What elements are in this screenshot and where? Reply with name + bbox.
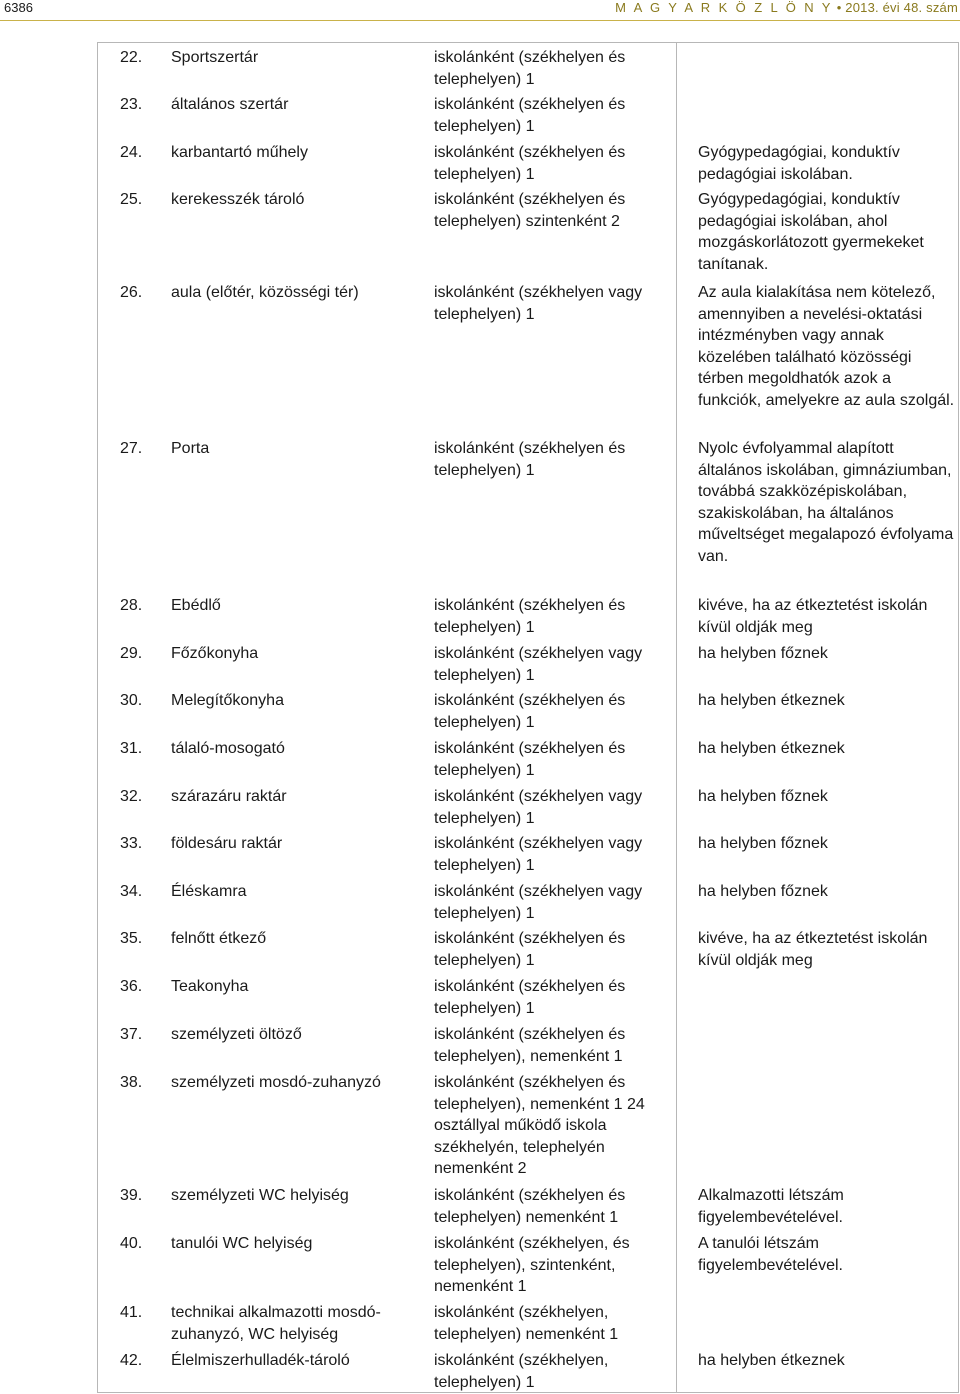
requirement: iskolánként (székhelyen és telephelyen) 1 [434, 144, 626, 183]
remark: kivéve, ha az étkeztetést iskolán kívül oldják meg [698, 930, 928, 969]
remark: ha helyben étkeznek [698, 740, 845, 757]
remark: ha helyben főznek [698, 645, 828, 662]
room-name: Élelmiszerhulladék-tároló [171, 1352, 350, 1369]
row-number: 35. [120, 930, 143, 947]
bullet-separator: • [836, 0, 846, 15]
row-number: 28. [120, 597, 143, 614]
requirement: iskolánként (székhelyen vagy telephelyen) 1 [434, 645, 643, 684]
row-number: 29. [120, 645, 143, 662]
requirement: iskolánként (székhelyen és telephelyen), nemenként 1 24 osztállyal működő iskola székhelyén, telephelyén nemenként 2 [434, 1074, 645, 1177]
row-number: 36. [120, 978, 143, 995]
requirement: iskolánként (székhelyen vagy telephelyen) 1 [434, 883, 643, 922]
room-name: Sportszertár [171, 49, 259, 66]
room-name: általános szertár [171, 96, 289, 113]
row-number: 38. [120, 1074, 143, 1091]
remark: ha helyben étkeznek [698, 692, 845, 709]
room-name: szárazáru raktár [171, 788, 287, 805]
requirement: iskolánként (székhelyen vagy telephelyen) 1 [434, 284, 643, 323]
page-header [0, 0, 960, 22]
remark: Nyolc évfolyammal alapított általános iskolában, gimnáziumban, továbbá szakközépiskolában, szakiskolában, ha általános műveltséget megalapozó évfolyama van. [698, 440, 954, 565]
row-number: 41. [120, 1304, 143, 1321]
column-divider [676, 42, 677, 1393]
room-name: Ebédlő [171, 597, 221, 614]
room-name: aula (előtér, közösségi tér) [171, 284, 359, 301]
remark: ha helyben főznek [698, 883, 828, 900]
remark: Az aula kialakítása nem kötelező, amennyiben a nevelési-oktatási intézményben vagy annak közelében található közösségi térben megoldhatók azok a funkciók, amelyekre az aula szolgál. [698, 284, 955, 409]
room-name: tanulói WC helyiség [171, 1235, 313, 1252]
requirement: iskolánként (székhelyen, telephelyen) 1 [434, 1352, 609, 1391]
room-name: felnőtt étkező [171, 930, 267, 947]
row-number: 25. [120, 191, 143, 208]
requirement: iskolánként (székhelyen vagy telephelyen) 1 [434, 788, 643, 827]
row-number: 31. [120, 740, 143, 757]
room-name: Teakonyha [171, 978, 249, 995]
remark: Gyógypedagógiai, konduktív pedagógiai iskolában. [698, 144, 900, 183]
requirement: iskolánként (székhelyen és telephelyen) 1 [434, 96, 626, 135]
header-rule [0, 20, 960, 21]
row-number: 37. [120, 1026, 143, 1043]
requirement: iskolánként (székhelyen és telephelyen) 1 [434, 440, 626, 479]
room-name: személyzeti öltöző [171, 1026, 302, 1043]
row-number: 42. [120, 1352, 143, 1369]
remark: Alkalmazotti létszám figyelembevételével. [698, 1187, 844, 1226]
requirement: iskolánként (székhelyen és telephelyen) 1 [434, 692, 626, 731]
requirement: iskolánként (székhelyen, telephelyen) nemenként 1 [434, 1304, 619, 1343]
remark: ha helyben főznek [698, 788, 828, 805]
room-name: személyzeti WC helyiség [171, 1187, 349, 1204]
row-number: 33. [120, 835, 143, 852]
room-name: Főzőkonyha [171, 645, 259, 662]
page-number: 6386 [4, 0, 33, 15]
room-name: karbantartó műhely [171, 144, 308, 161]
row-number: 30. [120, 692, 143, 709]
requirement: iskolánként (székhelyen vagy telephelyen) 1 [434, 835, 643, 874]
requirement: iskolánként (székhelyen és telephelyen), nemenként 1 [434, 1026, 626, 1065]
requirement: iskolánként (székhelyen és telephelyen) 1 [434, 740, 626, 779]
journal-reference [615, 0, 958, 15]
requirement: iskolánként (székhelyen, és telephelyen), szintenként, nemenként 1 [434, 1235, 630, 1295]
row-number: 24. [120, 144, 143, 161]
row-number: 39. [120, 1187, 143, 1204]
row-number: 26. [120, 284, 143, 301]
row-number: 27. [120, 440, 143, 457]
remark: kivéve, ha az étkeztetést iskolán kívül oldják meg [698, 597, 928, 636]
requirement: iskolánként (székhelyen és telephelyen) 1 [434, 930, 626, 969]
requirement: iskolánként (székhelyen és telephelyen) 1 [434, 978, 626, 1017]
remark: A tanulói létszám figyelembevételével. [698, 1235, 843, 1274]
requirement: iskolánként (székhelyen és telephelyen) 1 [434, 597, 626, 636]
room-name: Melegítőkonyha [171, 692, 284, 709]
room-name: Porta [171, 440, 210, 457]
remark: ha helyben étkeznek [698, 1352, 845, 1369]
journal-title: M A G Y A R K Ö Z L Ö N Y [615, 0, 833, 15]
room-name: személyzeti mosdó-zuhanyzó [171, 1074, 381, 1091]
requirement: iskolánként (székhelyen és telephelyen) nemenként 1 [434, 1187, 626, 1226]
room-name: kerekesszék tároló [171, 191, 305, 208]
row-number: 34. [120, 883, 143, 900]
room-name: földesáru raktár [171, 835, 283, 852]
remark: Gyógypedagógiai, konduktív pedagógiai iskolában, ahol mozgáskorlátozott gyermekeket tanítanak. [698, 191, 924, 273]
row-number: 32. [120, 788, 143, 805]
room-name: technikai alkalmazotti mosdó-zuhanyzó, WC helyiség [171, 1304, 381, 1343]
row-number: 40. [120, 1235, 143, 1252]
row-number: 23. [120, 96, 143, 113]
row-number: 22. [120, 49, 143, 66]
requirement: iskolánként (székhelyen és telephelyen) 1 [434, 49, 626, 88]
room-name: Éléskamra [171, 883, 247, 900]
requirement: iskolánként (székhelyen és telephelyen) szintenként 2 [434, 191, 626, 230]
remark: ha helyben főznek [698, 835, 828, 852]
issue-info: 2013. évi 48. szám [845, 0, 958, 15]
room-name: tálaló-mosogató [171, 740, 285, 757]
